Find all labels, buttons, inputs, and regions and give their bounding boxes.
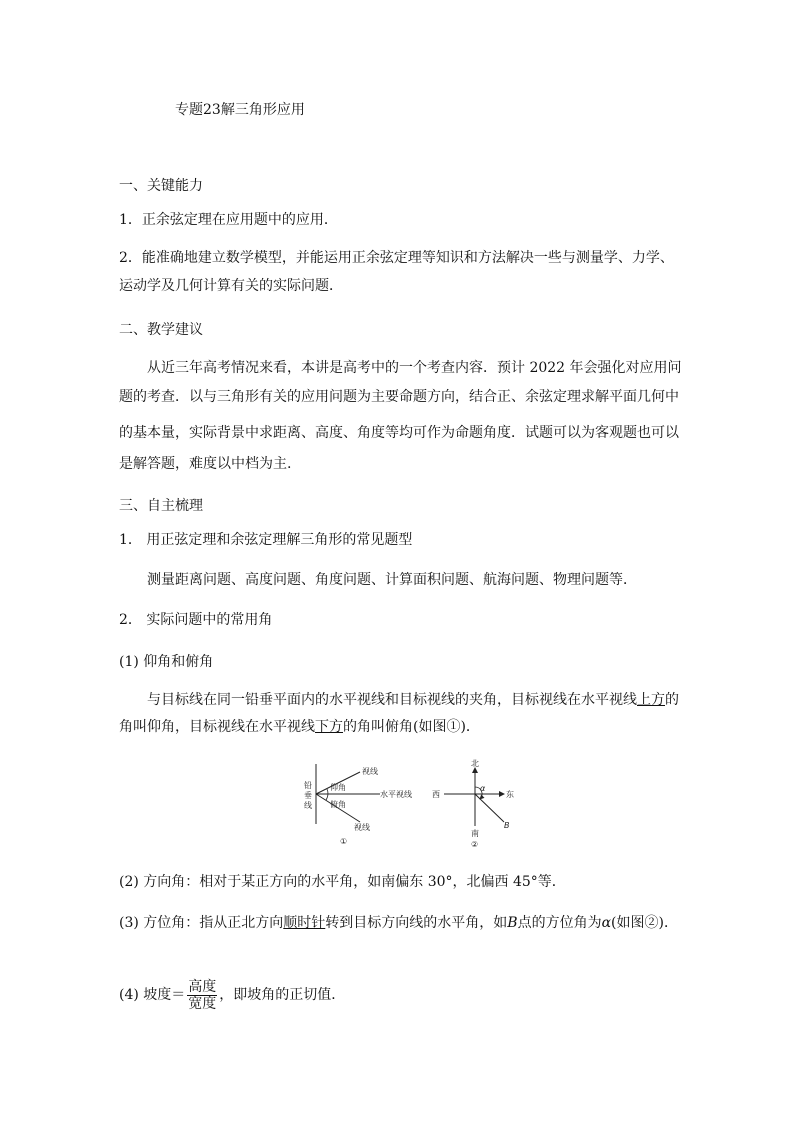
- ability-item-2-line-2: 运动学及几何计算有关的实际问题．: [119, 278, 343, 294]
- plumb-label-2: 垂: [304, 791, 312, 800]
- sight-down-label: 视线: [354, 823, 370, 832]
- subitem-elevation-depression: (1) 仰角和俯角: [119, 654, 214, 670]
- elevation-arc: [327, 789, 328, 794]
- subitem-slope: [119, 978, 345, 1012]
- fraction-denominator: 宽度: [188, 995, 217, 1012]
- figure-elevation-depression: [286, 760, 418, 856]
- point-b-label: B: [504, 821, 510, 830]
- elevation-paragraph-line-1: [147, 690, 679, 710]
- horizontal-label: 水平视线: [380, 790, 412, 799]
- plumb-label-1: 铅: [304, 781, 312, 790]
- figure-2-caption: ②: [471, 840, 479, 849]
- text-segment: 的角叫俯角(如图①)．: [343, 719, 480, 735]
- text-segment: 角叫仰角，目标视线在水平视线: [119, 719, 315, 735]
- review-item-2: 2． 实际问题中的常用角: [119, 612, 273, 628]
- teaching-paragraph-line-4: 是解答题，难度以中档为主.: [119, 456, 292, 472]
- underlined-text: 下方: [315, 719, 343, 735]
- text-segment: (如图②)．: [611, 915, 678, 931]
- point-b-italic: B: [507, 915, 518, 931]
- north-label: 北: [471, 759, 479, 768]
- west-label: 西: [432, 790, 440, 799]
- text-segment: (3) 方位角：指从正北方向: [119, 915, 284, 931]
- section-heading-review: 三、自主梳理: [119, 498, 203, 514]
- text-segment: 的: [665, 692, 679, 708]
- text-segment: 转到目标方向线的水平角，如: [325, 915, 508, 931]
- fraction-numerator: 高度: [188, 978, 217, 995]
- depression-arc: [326, 794, 328, 800]
- review-item-1-text: 测量距离问题、高度问题、角度问题、计算面积问题、航海问题、物理问题等．: [147, 572, 637, 588]
- section-heading-key-abilities: 一、关键能力: [119, 178, 203, 194]
- figure-1-caption: ①: [340, 837, 348, 846]
- underlined-text: 顺时针: [283, 915, 326, 931]
- slope-fraction: [187, 980, 217, 1011]
- text-segment: 与目标线在同一铅垂平面内的水平视线和目标视线的夹角，目标视线在水平视线: [147, 692, 637, 708]
- east-label: 东: [506, 790, 514, 799]
- bearing-line: [475, 794, 504, 822]
- page-title: 专题23解三角形应用: [175, 102, 305, 118]
- figure-compass-bearing: [428, 756, 528, 856]
- plumb-label-3: 线: [304, 801, 312, 810]
- subitem-bearing-angle: [119, 913, 678, 933]
- ability-item-2-line-1: 2．能准确地建立数学模型，并能运用正余弦定理等知识和方法解决一些与测量学、力学、: [119, 250, 674, 266]
- ability-item-1: 1．正余弦定理在应用题中的应用．: [119, 212, 338, 228]
- south-label: 南: [471, 829, 479, 838]
- depression-label: 俯角: [330, 800, 346, 809]
- text-segment: 点的方位角为: [517, 915, 602, 931]
- text-segment: (4) 坡度＝: [119, 987, 186, 1003]
- subitem-direction-angle: (2) 方向角：相对于某正方向的水平角，如南偏东 30°，北偏西 45°等．: [119, 874, 566, 890]
- section-heading-teaching: 二、教学建议: [119, 322, 203, 338]
- teaching-paragraph-line-3: 的基本量，实际背景中求距离、高度、角度等均可作为命题角度．试题可以为客观题也可以: [119, 425, 679, 441]
- teaching-paragraph-line-2: 题的考查．以与三角形有关的应用问题为主要命题方向，结合正、余弦定理求解平面几何中: [119, 389, 679, 405]
- elevation-paragraph-line-2: [119, 717, 480, 737]
- text-segment: ，即坡角的正切值．: [219, 987, 346, 1003]
- underlined-text: 上方: [637, 692, 665, 708]
- sight-up-label: 视线: [362, 767, 378, 776]
- alpha-italic: α: [601, 915, 612, 931]
- review-item-1: 1． 用正弦定理和余弦定理解三角形的常见题型: [119, 532, 413, 548]
- teaching-paragraph-line-1: 从近三年高考情况来看，本讲是高考中的一个考查内容．预计 2022 年会强化对应用问: [147, 360, 682, 376]
- alpha-label: α: [480, 784, 486, 793]
- elevation-label: 仰角: [330, 783, 346, 792]
